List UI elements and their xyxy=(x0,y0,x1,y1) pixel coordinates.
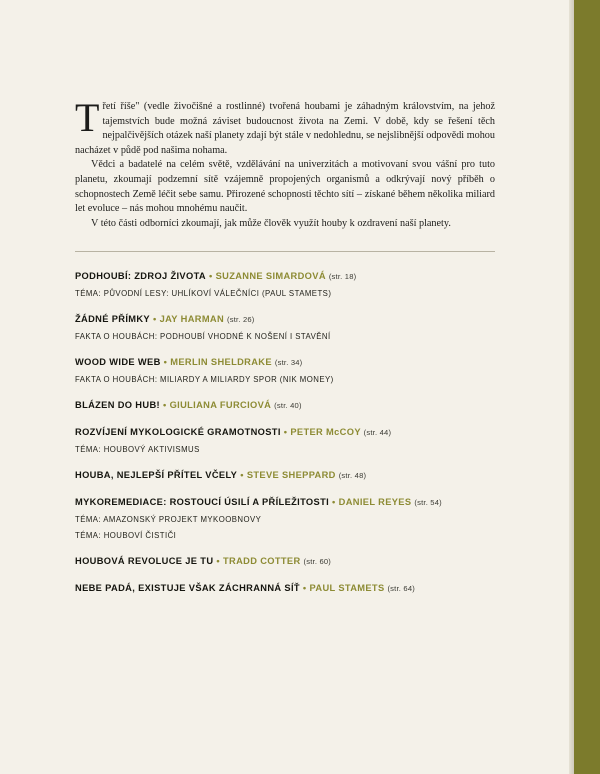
toc-page-ref: (str. 18) xyxy=(328,272,357,282)
toc-entry[interactable] xyxy=(75,399,495,412)
toc-title: ŽÁDNÉ PŘÍMKY xyxy=(75,314,150,325)
toc-page-ref: (str. 60) xyxy=(303,557,332,567)
toc-author: PETER McCOY xyxy=(290,427,361,438)
bullet-separator-icon: • xyxy=(302,583,307,594)
toc-page-ref: (str. 40) xyxy=(274,401,302,411)
toc-entry[interactable] xyxy=(75,469,495,482)
toc-subline: FAKTA O HOUBÁCH: PODHOUBÍ VHODNÉ K NOŠENÍ I STAVĚNÍ xyxy=(75,332,331,342)
toc-author: TRADD COTTER xyxy=(223,556,301,567)
toc-entry[interactable] xyxy=(75,313,495,342)
toc-author: DANIEL REYES xyxy=(338,497,412,508)
toc-title: WOOD WIDE WEB xyxy=(75,357,161,368)
toc-title: ROZVÍJENÍ MYKOLOGICKÉ GRAMOTNOSTI xyxy=(75,427,281,438)
toc-author: GIULIANA FURCIOVÁ xyxy=(169,400,272,411)
page-edge xyxy=(569,0,574,774)
bullet-separator-icon: • xyxy=(332,497,336,508)
toc-subline: TÉMA: AMAZONSKÝ PROJEKT MYKOOBNOVY xyxy=(75,515,262,525)
toc-title: MYKOREMEDIACE: ROSTOUCÍ ÚSILÍ A PŘÍLEŽITOSTI xyxy=(75,497,330,508)
toc-subline: TÉMA: PŮVODNÍ LESY: UHLÍKOVÍ VÁLEČNÍCI (PAUL STAMETS) xyxy=(75,289,332,299)
intro-section xyxy=(75,95,495,231)
toc-title-line xyxy=(75,399,495,412)
bullet-separator-icon: • xyxy=(162,400,167,411)
toc-title: HOUBOVÁ REVOLUCE JE TU xyxy=(75,556,214,567)
toc-entry[interactable] xyxy=(75,582,495,595)
bullet-separator-icon: • xyxy=(163,357,168,368)
toc-title: NEBE PADÁ, EXISTUJE VŠAK ZÁCHRANNÁ SÍŤ xyxy=(75,583,300,594)
toc-subline: TÉMA: HOUBOVÍ ČISTIČI xyxy=(75,531,177,541)
toc-title-line xyxy=(75,313,495,326)
toc-title: PODHOUBÍ: ZDROJ ŽIVOTA xyxy=(75,271,206,282)
toc-page-ref: (str. 26) xyxy=(226,315,255,325)
bullet-separator-icon: • xyxy=(283,427,288,438)
toc-author: MERLIN SHELDRAKE xyxy=(170,357,272,368)
toc-page-ref: (str. 54) xyxy=(414,498,442,508)
toc-title-line xyxy=(75,469,495,482)
intro-paragraph-1 xyxy=(75,95,495,158)
toc-title-line xyxy=(75,356,495,369)
toc-entry[interactable] xyxy=(75,270,495,299)
toc-author: STEVE SHEPPARD xyxy=(246,470,336,481)
toc-author: PAUL STAMETS xyxy=(309,583,385,594)
toc-page-ref: (str. 34) xyxy=(274,358,303,368)
bullet-separator-icon: • xyxy=(208,271,213,282)
toc-entry[interactable] xyxy=(75,496,495,541)
toc-title-line xyxy=(75,270,495,283)
intro-paragraph-1-text: řetí říše" (vedle živočišné a rostlinné) tvořená houbami je záhadným královstvím, na jehož tajemstvích bude možná záviset budoucnost života na Zemi. V době, kdy se řešení těch nejpalčivějších otázek naší planety zdají být stále v nedohlednu, se nejslibnější odpovědi mohou nacházet v půdě pod našima nohama. xyxy=(75,101,495,156)
bullet-separator-icon: • xyxy=(152,314,157,325)
toc-title: BLÁZEN DO HUB! xyxy=(75,400,160,411)
toc-title-line xyxy=(75,496,495,509)
toc-subline: FAKTA O HOUBÁCH: MILIARDY A MILIARDY SPOR (NIK MONEY) xyxy=(75,375,334,385)
toc-subline: TÉMA: HOUBOVÝ AKTIVISMUS xyxy=(75,445,200,455)
bullet-separator-icon: • xyxy=(216,556,220,567)
bullet-separator-icon: • xyxy=(240,470,244,481)
intro-paragraph-3: V této části odborníci zkoumají, jak může člověk využít houby k ozdravení naší planety. xyxy=(91,217,451,229)
drop-cap: T xyxy=(75,95,100,140)
toc-author: SUZANNE SIMARDOVÁ xyxy=(215,271,326,282)
toc-title-line xyxy=(75,426,495,439)
table-of-contents xyxy=(75,270,495,595)
toc-page-ref: (str. 64) xyxy=(387,584,415,594)
toc-entry[interactable] xyxy=(75,555,495,568)
toc-title-line xyxy=(75,582,495,595)
intro-paragraph-2: Vědci a badatelé na celém světě, vzdělávání na univerzitách a motivovaní svou vášní pro tuto planetu, zkoumají podzemní sítě vzájemně propojených organismů a odkrývají nový příběh o schopnostech Země léčit sebe samu. Přirozené schopnosti těchto sítí – získané během několika miliard let evoluce – nás mohou mnohému naučit. xyxy=(75,159,495,215)
page-content xyxy=(75,95,495,609)
section-divider xyxy=(75,251,495,252)
toc-entry[interactable] xyxy=(75,356,495,385)
toc-title-line xyxy=(75,555,495,568)
toc-entry[interactable] xyxy=(75,426,495,455)
toc-page-ref: (str. 48) xyxy=(338,471,367,481)
toc-page-ref: (str. 44) xyxy=(363,428,392,438)
toc-title: HOUBA, NEJLEPŠÍ PŘÍTEL VČELY xyxy=(75,470,238,481)
toc-author: JAY HARMAN xyxy=(159,314,225,325)
